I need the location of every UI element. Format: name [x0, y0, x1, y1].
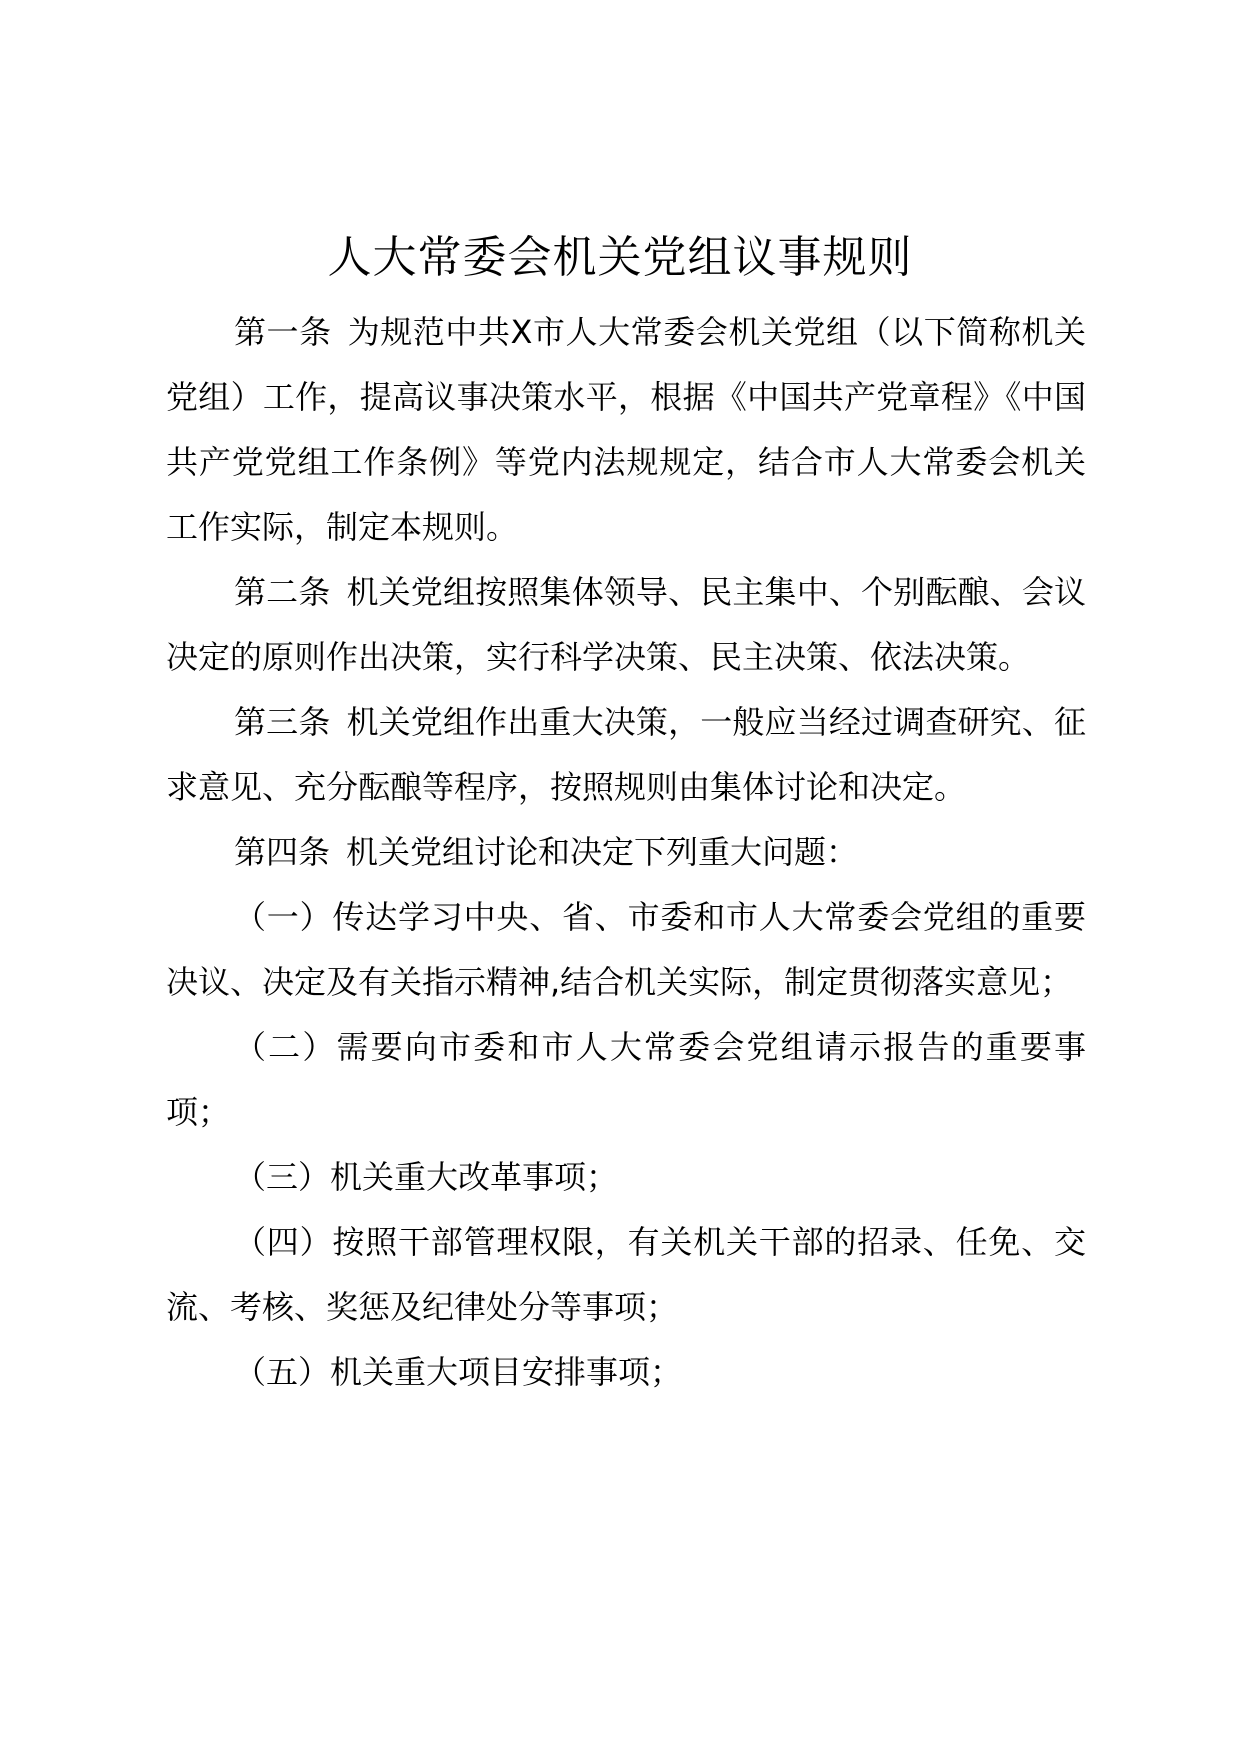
article-2 — [166, 560, 1086, 690]
article-text: 机关党组讨论和决定下列重大问题： — [346, 833, 859, 871]
article-text: 为规范中共X市人大常委会机关党组（以下简称机关党组）工作，提高议事决策水平，根据《中国共产党章程》《中国共产党党组工作条例》等党内法规规定，结合市人大常委会机关工作实际，制定本规则。 — [166, 313, 1086, 546]
document-body — [166, 300, 1086, 1405]
list-item-1 — [166, 885, 1086, 1015]
article-1 — [166, 300, 1086, 560]
list-item-2 — [166, 1015, 1086, 1145]
list-item-text: （三）机关重大改革事项； — [234, 1158, 619, 1196]
article-number: 第四条 — [234, 833, 331, 871]
article-number: 第三条 — [234, 703, 331, 741]
list-item-text: （二）需要向市委和市人大常委会党组请示报告的重要事项； — [166, 1028, 1086, 1131]
list-item-4 — [166, 1210, 1086, 1340]
article-3 — [166, 690, 1086, 820]
article-text: 机关党组按照集体领导、民主集中、个别酝酿、会议决定的原则作出决策，实行科学决策、民主决策、依法决策。 — [166, 573, 1086, 676]
list-item-3 — [166, 1145, 1086, 1210]
article-number: 第二条 — [234, 573, 331, 611]
article-number: 第一条 — [234, 313, 332, 351]
document-title: 人大常委会机关党组议事规则 — [327, 232, 913, 283]
article-text: 机关党组作出重大决策，一般应当经过调查研究、征求意见、充分酝酿等程序，按照规则由集体讨论和决定。 — [166, 703, 1086, 806]
list-item-text: （四）按照干部管理权限，有关机关干部的招录、任免、交流、考核、奖惩及纪律处分等事项； — [166, 1223, 1086, 1326]
list-item-text: （一）传达学习中央、省、市委和市人大常委会党组的重要决议、决定及有关指示精神,结合机关实际，制定贯彻落实意见； — [166, 898, 1086, 1001]
list-item-5 — [166, 1340, 1086, 1405]
article-4 — [166, 820, 1086, 885]
list-item-text: （五）机关重大项目安排事项； — [234, 1353, 683, 1391]
